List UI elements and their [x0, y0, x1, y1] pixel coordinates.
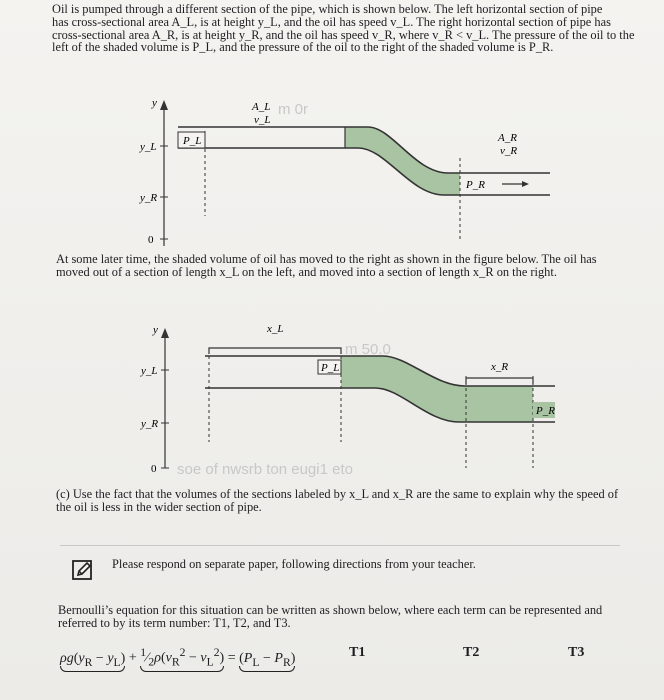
intro-line-1: Oil is pumped through a different section of the pipe, which is shown below. The left horizontal section of pipe [52, 2, 603, 16]
term-label-T1: T1 [349, 645, 366, 660]
part-c-line-2: the oil is less in the wider section of pipe. [56, 499, 262, 514]
part-c-line-1: (c) Use the fact that the volumes of the sections labeled by x_L and x_R are the same to explain why the speed of [56, 487, 619, 501]
y-axis-arrow-icon [161, 328, 169, 338]
svg-text:m 50.0: m 50.0 [345, 341, 391, 358]
pipe-figure-later [135, 318, 575, 480]
x-R-bracket [466, 378, 533, 384]
intro-line-2: has cross-sectional area A_L, is at height y_L, and the oil has speed v_L. The right horizontal section of pipe has [52, 14, 611, 29]
pipe-lower-wall [178, 148, 550, 195]
P-L-label: P_L [321, 362, 340, 374]
y-axis-label: y [152, 97, 157, 109]
P-R-label: P_R [466, 179, 485, 191]
y-R-tick-label: y_R [140, 192, 158, 204]
A-L-label: A_L [252, 101, 271, 113]
equation-term-3: $(P_L - P_R)$ [239, 650, 296, 669]
intro-line-4: left of the shaded volume is P_L, and the pressure of the oil to the right of the shaded volume is P_R. [52, 40, 554, 55]
intro-line-3: cross-sectional area A_R, is at height y_R, and the oil has speed v_R, where v_R < v_L. The pressure of the oil to the [52, 27, 635, 42]
bernoulli-line-1: Bernoulli’s equation for this situation can be written as shown below, where each term can be represented and [58, 603, 603, 617]
svg-text:m 0r: m 0r [278, 101, 308, 118]
zero-tick-label: 0 [148, 234, 154, 246]
zero-tick-label: 0 [151, 463, 157, 475]
pipe-figure-initial [130, 96, 560, 256]
bernoulli-paragraph [58, 604, 648, 630]
response-notice [60, 545, 620, 586]
bernoulli-line-2: referred to by its term number: T1, T2, and T3. [58, 615, 291, 630]
equation-term-1: $\rho g(y_R - y_L)$ [60, 650, 126, 669]
y-L-tick-label: y_L [140, 141, 157, 153]
y-axis-arrow-icon [160, 100, 168, 110]
part-c-question [56, 488, 646, 514]
pencil-edit-icon [72, 560, 92, 580]
v-R-label: v_R [500, 145, 518, 157]
bernoulli-equation: $\rho g(y_R - y_L)$ + $^1⁄_2\rho(v_R^2 - v_L^2) = (P_L - P_R)$ [60, 646, 296, 669]
A-R-label: A_R [498, 132, 517, 144]
respond-text: Please respond on separate paper, following directions from your teacher. [112, 557, 476, 571]
x-R-label: x_R [491, 361, 509, 373]
term-label-T3: T3 [568, 645, 585, 660]
P-R-label: P_R [536, 405, 555, 417]
flow-arrow-icon [522, 181, 529, 187]
P-L-label: P_L [183, 135, 202, 147]
y-L-tick-label: y_L [141, 365, 158, 377]
shaded-oil-volume [345, 127, 460, 195]
middle-paragraph [56, 253, 646, 279]
v-L-label: v_L [254, 114, 271, 126]
x-L-bracket [209, 348, 341, 354]
y-R-tick-label: y_R [141, 418, 159, 430]
y-axis-label: y [153, 324, 158, 336]
equation-term-2: $^1⁄_2\rho(v_R^2 - v_L^2)$ [140, 646, 225, 669]
svg-text:soe of nwsrb ton eugi1 eto: soe of nwsrb ton eugi1 eto [177, 461, 353, 478]
term-label-T2: T2 [463, 645, 480, 660]
intro-paragraph [52, 3, 644, 54]
x-L-label: x_L [267, 323, 284, 335]
middle-line-2: moved out of a section of length x_L on the left, and moved into a section of length x_R on the right. [56, 264, 557, 279]
middle-line-1: At some later time, the shaded volume of oil has moved to the right as shown in the figure below. The oil has [56, 252, 597, 266]
